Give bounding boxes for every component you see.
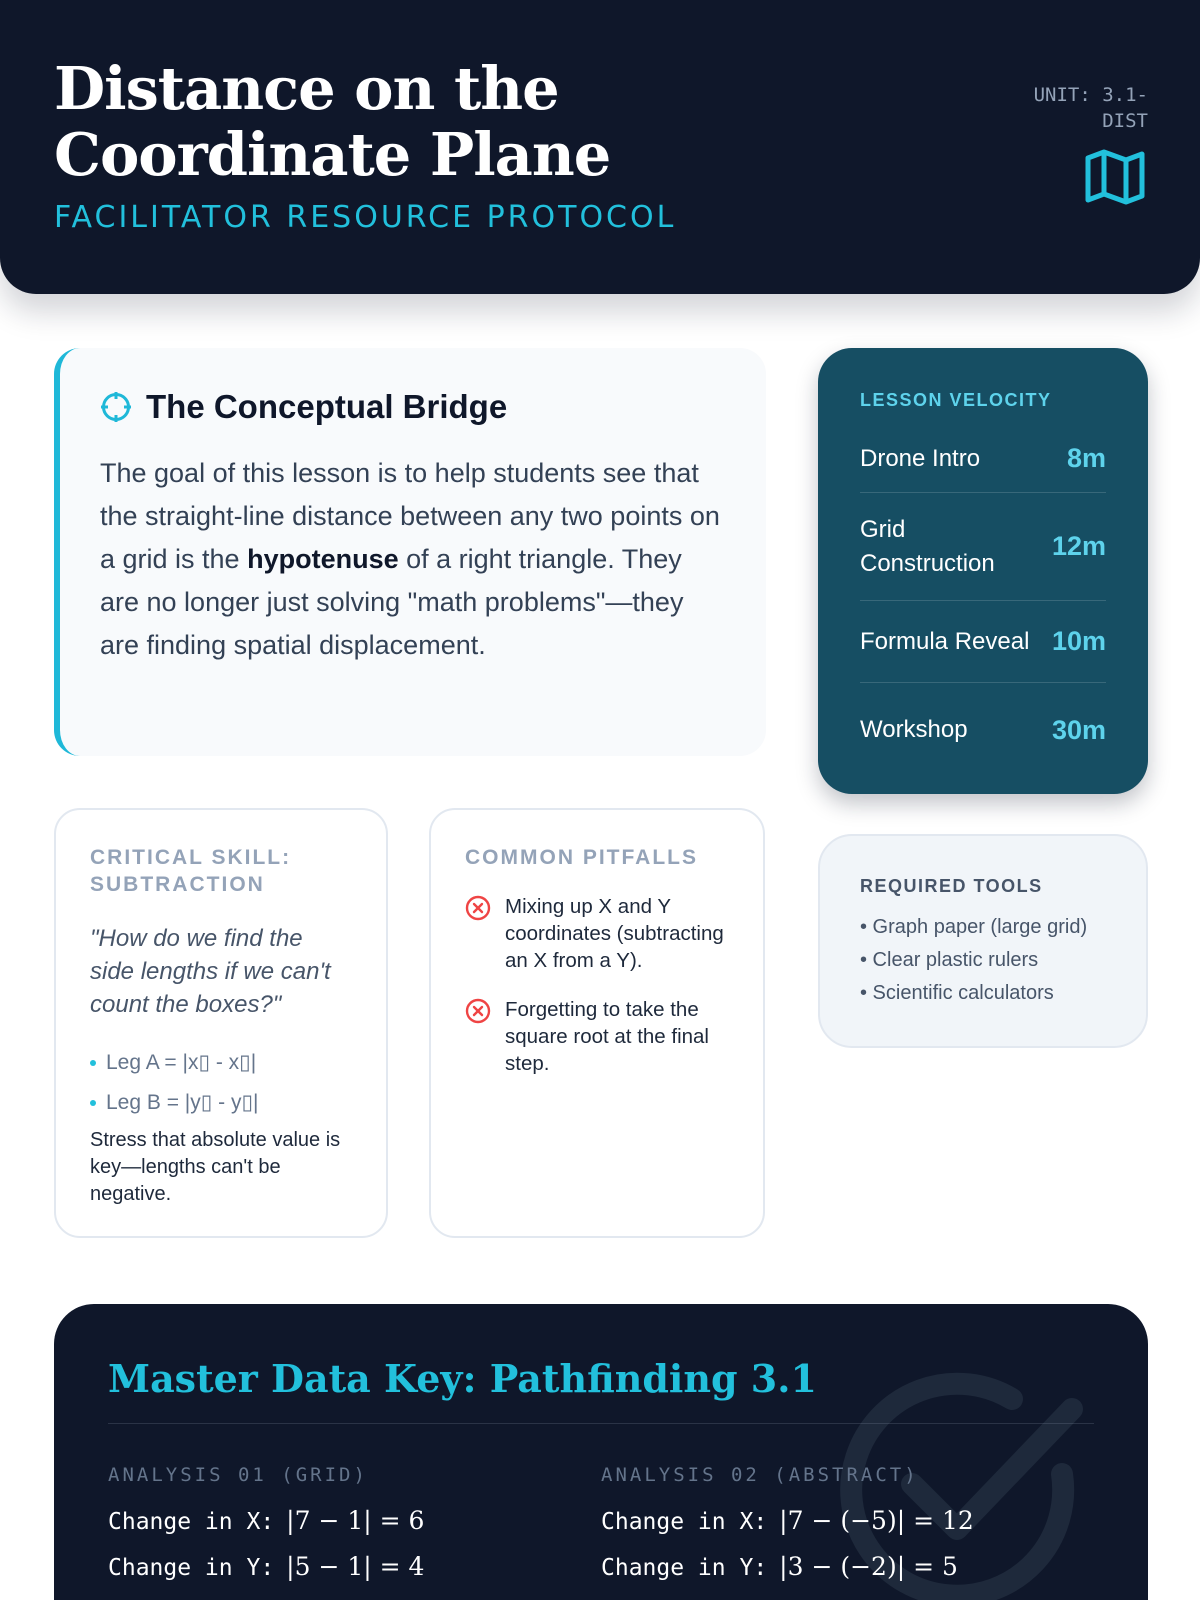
- analysis-line: [108, 1552, 601, 1598]
- page-header: [0, 0, 1200, 294]
- critical-skill-card: [54, 808, 388, 1238]
- analysis-label: Change in Y:: [601, 1555, 768, 1581]
- unit-code: UNIT: 3.1-DIST: [1033, 84, 1148, 132]
- analysis-math: |3 − (−2)| = 5: [779, 1552, 958, 1581]
- velocity-label: Formula Reveal: [860, 627, 1030, 655]
- skill-heading: CRITICAL SKILL: SUBTRACTION: [90, 846, 292, 896]
- list-item: • Graph paper (large grid): [860, 916, 1088, 938]
- target-icon: [100, 391, 132, 423]
- velocity-time: 30m: [1051, 714, 1106, 745]
- analysis-label: Change in X:: [601, 1509, 768, 1535]
- analysis-math: |7 − (−5)| = 12: [779, 1506, 974, 1535]
- analysis-column: [601, 1464, 1094, 1598]
- skill-quote: "How do we find the side lengths if we can't count the boxes?": [90, 925, 331, 1018]
- velocity-row: [860, 425, 1106, 493]
- bullet-icon: [90, 1100, 96, 1106]
- analysis-math: |7 − 1| = 6: [286, 1506, 425, 1535]
- pitfall-text: Mixing up X and Y coordinates (subtracting an X from a Y).: [505, 895, 724, 972]
- velocity-time: 8m: [1066, 443, 1106, 473]
- lesson-velocity-card: [818, 348, 1148, 794]
- tools-list: [860, 911, 1106, 1010]
- bullet-icon: [90, 1060, 96, 1066]
- list-item: [465, 893, 729, 974]
- list-item: • Clear plastic rulers: [860, 949, 1039, 971]
- data-key-title: Master Data Key: Pathfinding 3.1: [108, 1356, 1094, 1424]
- page-subtitle: FACILITATOR RESOURCE PROTOCOL: [54, 200, 677, 235]
- skill-formula-list: [90, 1043, 352, 1123]
- concept-body-keyword: hypotenuse: [247, 544, 399, 574]
- analysis-heading: ANALYSIS 02 (ABSTRACT): [601, 1464, 919, 1486]
- list-item: [90, 1083, 352, 1123]
- skill-note: Stress that absolute value is key—lengths can't be negative.: [90, 1129, 341, 1205]
- pitfall-text: Forgetting to take the square root at the final step.: [505, 998, 709, 1075]
- analysis-line: [601, 1552, 1094, 1598]
- list-item: [465, 996, 729, 1077]
- analysis-column: [108, 1464, 601, 1598]
- analysis-math: |5 − 1| = 4: [286, 1552, 425, 1581]
- analysis-heading: ANALYSIS 01 (GRID): [108, 1464, 368, 1486]
- formula-text: Leg A = |x▯ - x▯|: [106, 1051, 257, 1074]
- tools-heading: REQUIRED TOOLS: [860, 876, 1043, 896]
- x-circle-icon: [465, 895, 491, 921]
- map-icon: [1084, 148, 1146, 206]
- analysis-line: [601, 1506, 1094, 1552]
- concept-title: The Conceptual Bridge: [146, 388, 508, 425]
- velocity-row: [860, 601, 1106, 683]
- list-item: [90, 1043, 352, 1083]
- x-circle-icon: [465, 998, 491, 1024]
- conceptual-bridge-card: [54, 348, 766, 756]
- page-title: Distance on the Coordinate Plane: [54, 54, 611, 189]
- concept-body-text: The goal of this lesson is to help students see that the straight-line distance between any two points on a grid is the: [100, 458, 720, 574]
- velocity-row: [860, 493, 1106, 601]
- formula-text: Leg B = |y▯ - y▯|: [106, 1091, 259, 1114]
- velocity-heading: LESSON VELOCITY: [860, 390, 1052, 410]
- velocity-label: Workshop: [860, 716, 968, 743]
- velocity-row: [860, 683, 1106, 777]
- common-pitfalls-card: [429, 808, 765, 1238]
- velocity-label: Grid Construction: [860, 515, 995, 577]
- analysis-label: Change in X:: [108, 1509, 275, 1535]
- velocity-time: 10m: [1051, 626, 1106, 656]
- master-data-key: [54, 1304, 1148, 1600]
- analysis-line: [108, 1506, 601, 1552]
- pitfalls-heading: COMMON PITFALLS: [465, 846, 698, 869]
- velocity-time: 12m: [1051, 531, 1106, 561]
- concept-body: [100, 452, 726, 667]
- concept-body-text-end: of a right triangle. They are no longer just solving "math problems"—they are finding spatial displacement.: [100, 544, 684, 660]
- analysis-columns: [108, 1464, 1094, 1598]
- concept-header: [100, 388, 726, 426]
- required-tools-card: [818, 834, 1148, 1048]
- list-item: • Scientific calculators: [860, 982, 1054, 1004]
- velocity-label: Drone Intro: [860, 444, 981, 472]
- analysis-label: Change in Y:: [108, 1555, 275, 1581]
